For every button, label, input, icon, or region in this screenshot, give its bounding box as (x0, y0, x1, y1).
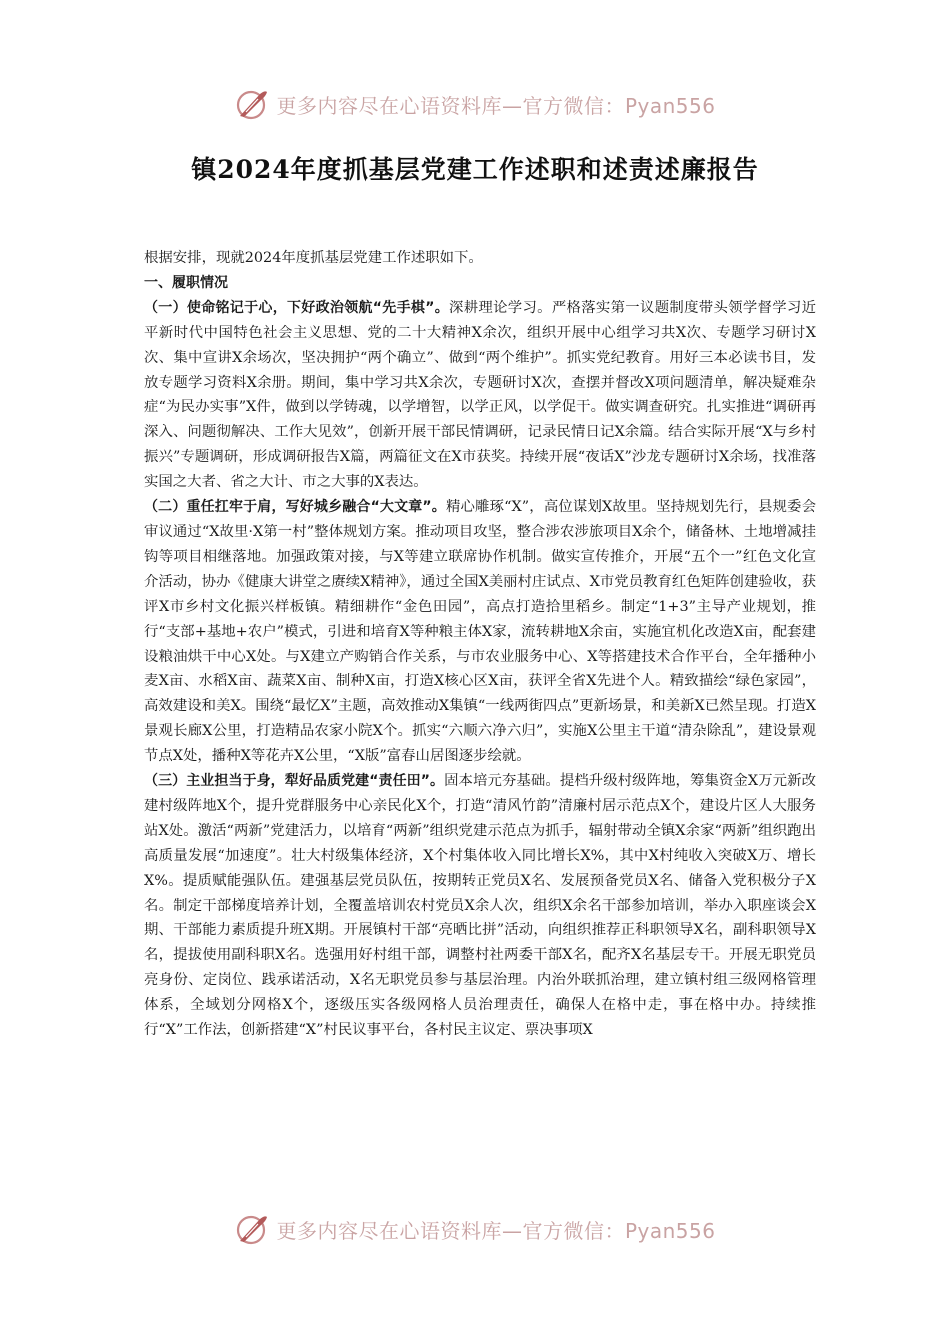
page-title: 镇2024年度抓基层党建工作述职和述责述廉报告 (191, 155, 759, 184)
watermark-text: 更多内容尽在心语资料库—官方微信：Pyan556 (276, 1218, 716, 1243)
watermark-text: 更多内容尽在心语资料库—官方微信：Pyan556 (276, 93, 716, 118)
quill-logo-icon (234, 86, 270, 122)
paragraph-text: 精心雕琢“X”，高位谋划X故里。坚持规划先行，县规委会审议通过“X故里·X第一村”整体规划方案。推动项目攻坚，整合涉农涉旅项目X余个，储备林、土地增减挂钩等项目相继落地。加强政策对接，与X等建立联席协作机制。做实宣传推介，开展“五个一”红色文化宣介活动，协办《健康大讲堂之赓续X精神》，通过全国X美丽村庄试点、X市党员教育红色矩阵创建验收，获评X市乡村文化振兴样板镇。精细耕作“金色田园”，高点打造拾里稻乡。制定“1+3”主导产业规划，推行“支部+基地+农户”模式，引进和培育X等种粮主体X家，流转耕地X余亩，实施宜机化改造X亩，配套建设粮油烘干中心X处。与X建立产购销合作关系，与市农业服务中心、X等搭建技术合作平台，全年播种小麦X亩、水稻X亩、蔬菜X亩、制种X亩，打造X核心区X亩，获评全省X先进个人。精致描绘“绿色家园”，高效建设和美X。围绕“最忆X”主题，高效推动X集镇“一线两街四点”更新场景，和美新X已然呈现。打造X景观长廊X公里，打造精品农家小院X个。抓实“六顺六净六归”，实施X公里主干道“清杂除乱”，建设景观节点X处，播种X等花卉X公里，“X版”富春山居图逐步绘就。 (144, 499, 816, 765)
header-watermark-banner (0, 82, 950, 126)
document-body (144, 246, 816, 1043)
paragraph-lead: （三）主业担当于身，犁好品质党建“责任田”。 (144, 773, 445, 790)
intro-paragraph: 根据安排，现就2024年度抓基层党建工作述职如下。 (144, 250, 483, 266)
paragraph-text: 固本培元夯基础。提档升级村级阵地，筹集资金X万元新改建村级阵地X个，提升党群服务中心亲民化X个，打造“清风竹韵”清廉村居示范点X个，建设片区人大服务站X处。激活“两新”党建活力，以培育“两新”组织党建示范点为抓手，辐射带动全镇X余家“两新”组织跑出高质量发展“加速度”。壮大村级集体经济，X个村集体收入同比增长X%，其中X村纯收入突破X万、增长X%。提质赋能强队伍。建强基层党员队伍，按期转正党员X名、发展预备党员X名、储备入党积极分子X名。制定干部梯度培养计划，全覆盖培训农村党员X余人次，组织X余名干部参加培训，举办入职座谈会X期、干部能力素质提升班X期。开展镇村干部“亮晒比拼”活动，向组织推荐正科职领导X名，副科职领导X名，提拔使用副科职X名。选强用好村组干部，调整村社两委干部X名，配齐X名基层专干。开展无职党员亮身份、定岗位、践承诺活动，X名无职党员参与基层治理。内治外联抓治理，建立镇村组三级网格管理体系，全域划分网格X个，逐级压实各级网格人员治理责任，确保人在格中走，事在格中办。持续推行“X”工作法，创新搭建“X”村民议事平台，各村民主议定、票决事项X (144, 773, 816, 1039)
quill-logo-icon (234, 1211, 270, 1247)
paragraph (144, 769, 816, 1043)
paragraph (144, 296, 816, 495)
footer-watermark-banner (0, 1207, 950, 1251)
paragraph-lead: （二）重任扛牢于肩，写好城乡融合“大文章”。 (144, 499, 446, 516)
section-heading: 一、履职情况 (144, 274, 228, 291)
paragraph (144, 495, 816, 769)
paragraph-text: 深耕理论学习。严格落实第一议题制度带头领学督学习近平新时代中国特色社会主义思想、党的二十大精神X余次，组织开展中心组学习共X次、专题学习研讨X次、集中宣讲X余场次，坚决拥护“两个确立”、做到“两个维护”。抓实党纪教育。用好三本必读书目，发放专题学习资料X余册。期间，集中学习共X余次，专题研讨X次，查摆并督改X项问题清单，解决疑难杂症“为民办实事”X件，做到以学铸魂，以学增智，以学正风，以学促干。做实调查研究。扎实推进“调研再深入、问题彻解决、工作大见效”，创新开展干部民情调研，记录民情日记X余篇。结合实际开展“X与乡村振兴”专题调研，形成调研报告X篇，两篇征文在X市获奖。持续开展“夜话X”沙龙专题研讨X余场，找准落实国之大者、省之大计、市之大事的X表达。 (144, 299, 816, 491)
paragraph-lead: （一）使命铭记于心，下好政治领航“先手棋”。 (144, 299, 450, 316)
